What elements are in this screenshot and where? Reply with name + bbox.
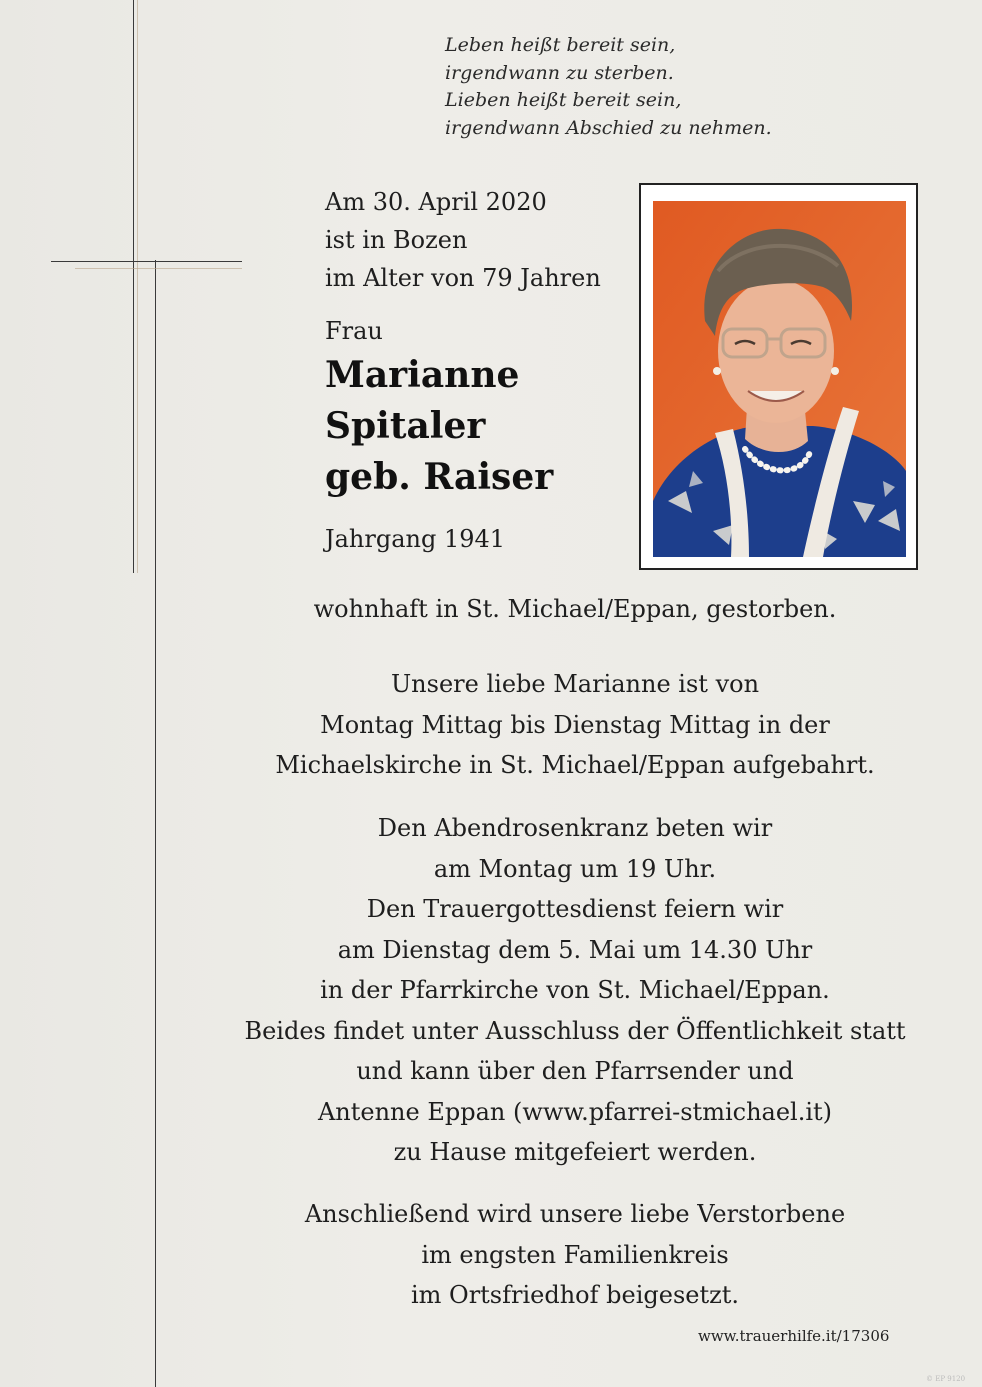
text-line: im Ortsfriedhof beigesetzt.	[410, 1281, 740, 1309]
cross-vertical-shadow	[137, 0, 138, 573]
residence-paragraph	[225, 589, 925, 630]
deceased-name	[325, 350, 625, 503]
text-line: am Montag um 19 Uhr.	[433, 854, 717, 883]
poem-line: irgendwann zu sterben.	[445, 61, 674, 84]
first-name: Marianne	[325, 354, 520, 396]
maiden-name: geb. Raiser	[325, 456, 554, 498]
death-place-line: ist in Bozen	[325, 226, 468, 254]
birth-year: Jahrgang 1941	[325, 525, 506, 553]
text-line: Den Abendrosenkranz beten wir	[377, 814, 773, 842]
death-announcement	[325, 183, 625, 297]
wake-paragraph	[225, 664, 925, 786]
text-line: Unsere liebe Marianne ist von	[390, 670, 760, 698]
text-line: in der Pfarrkirche von St. Michael/Eppan.	[320, 976, 830, 1004]
poem	[445, 32, 865, 142]
text-line: im engsten Familienkreis	[421, 1240, 729, 1269]
text-line: Antenne Eppan (www.pfarrei-stmichael.it)	[317, 1097, 833, 1126]
poem-line: Leben heißt bereit sein,	[445, 34, 676, 56]
text-line: Anschließend wird unsere liebe Verstorbene	[304, 1200, 846, 1228]
footer-url: www.trauerhilfe.it/17306	[698, 1327, 890, 1345]
portrait-frame	[639, 183, 918, 570]
service-paragraph	[225, 808, 925, 1173]
cross-vertical-line	[133, 0, 134, 573]
cross-horizontal-line	[51, 261, 242, 262]
poem-line: irgendwann Abschied zu nehmen.	[445, 116, 772, 139]
text-line: Michaelskirche in St. Michael/Eppan aufgebahrt.	[275, 751, 875, 779]
portrait-photo	[653, 201, 906, 557]
text-line: zu Hause mitgefeiert werden.	[393, 1138, 757, 1166]
burial-paragraph	[225, 1194, 925, 1316]
text-line: am Dienstag dem 5. Mai um 14.30 Uhr	[337, 935, 813, 964]
cross-lower-line	[155, 260, 156, 1387]
cross-horizontal-shadow	[75, 268, 242, 269]
text-line: und kann über den Pfarrsender und	[356, 1057, 794, 1085]
footer-code: © EP 9120	[926, 1375, 966, 1383]
salutation: Frau	[325, 317, 383, 345]
surname: Spitaler	[325, 405, 486, 447]
poem-line: Lieben heißt bereit sein,	[445, 89, 682, 111]
residence-line: wohnhaft in St. Michael/Eppan, gestorben.	[313, 595, 837, 623]
text-line: Montag Mittag bis Dienstag Mittag in der	[320, 710, 830, 739]
text-line: Den Trauergottesdienst feiern wir	[366, 895, 784, 923]
age-line: im Alter von 79 Jahren	[325, 264, 601, 292]
death-date-line: Am 30. April 2020	[325, 188, 547, 216]
text-line: Beides findet unter Ausschluss der Öffentlichkeit statt	[244, 1016, 906, 1045]
